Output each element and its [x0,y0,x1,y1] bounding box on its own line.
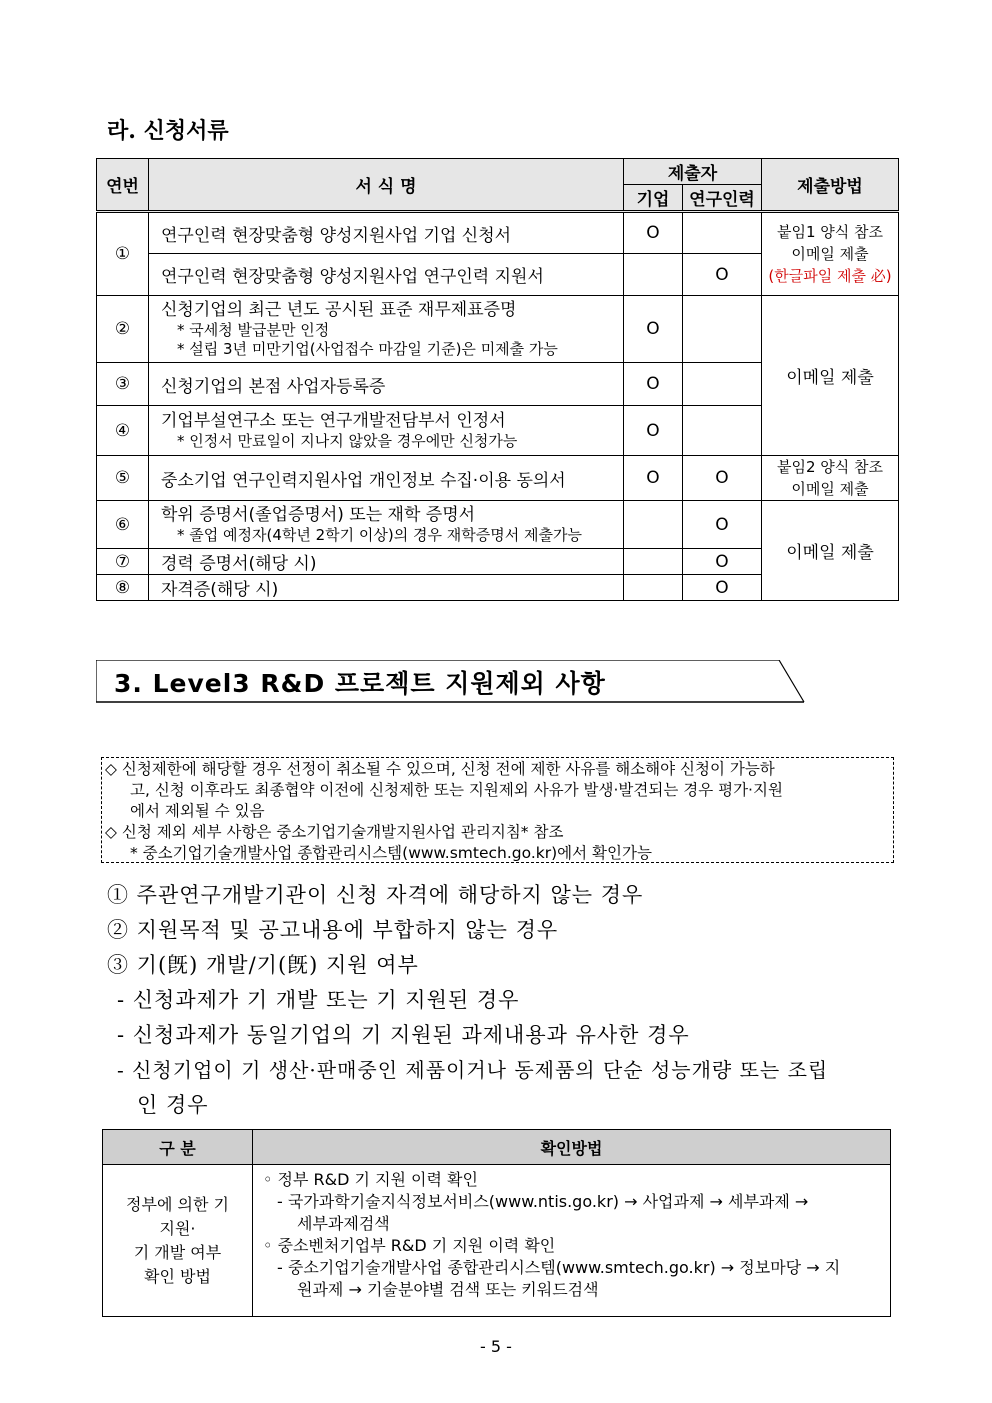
header-researcher: 연구인력 [683,185,762,212]
row-number: ② [97,296,149,363]
company-mark [624,501,683,549]
method-line: - 중소기업기술개발사업 종합관리시스템(www.smtech.go.kr) → 정보마당 → 지 [277,1258,841,1277]
row-number: ① [97,212,149,296]
form-name: 기업부설연구소 또는 연구개발전담부서 인정서 [161,411,506,431]
method-line: 세부과제검색 [297,1214,390,1233]
section-banner [96,660,806,704]
category-line: 기 개발 여부 [133,1242,222,1262]
form-note: * 졸업 예정자(4학년 2학기 이상)의 경우 재학증명서 제출가능 [177,526,582,544]
criteria-item: ② 지원목적 및 공고내용에 부합하지 않는 경우 [107,918,559,942]
researcher-mark [683,406,762,456]
form-name-cell [149,501,624,549]
method-line: 이메일 제출 [791,245,869,263]
header-no: 연번 [97,159,149,212]
researcher-mark [683,296,762,363]
form-name-cell [149,296,624,363]
researcher-mark: O [683,549,762,575]
company-mark: O [624,296,683,363]
row-number: ⑧ [97,575,149,601]
category-line: 확인 방법 [144,1266,211,1286]
criteria-subitem: - 신청과제가 동일기업의 기 지원된 과제내용과 유사한 경우 [117,1023,690,1047]
method-line: 붙임1 양식 참조 [776,223,884,241]
header-form-name: 서 식 명 [149,159,624,212]
table-row [97,296,899,363]
notice-line: 고, 신청 이후라도 최종협약 이전에 신청제한 또는 지원제외 사유가 발생·발견되는 경우 평가·지원 [130,781,783,799]
method-line-red: (한글파일 제출 必) [768,267,892,285]
header-method: 확인방법 [253,1130,891,1165]
section-title: 라. 신청서류 [107,118,229,144]
submit-method: 이메일 제출 [762,501,899,601]
criteria-subitem: - 신청과제가 기 개발 또는 기 지원된 경우 [117,988,520,1012]
header-method: 제출방법 [762,159,899,212]
criteria-subitem: - 신청기업이 기 생산·판매중인 제품이거나 동제품의 단순 성능개량 또는 조립 [117,1058,829,1082]
section-title: 3. Level3 R&D 프로젝트 지원제외 사항 [114,669,606,698]
company-mark: O [624,456,683,501]
notice-box [101,757,894,863]
notice-line: ◇ 신청제한에 해당할 경우 선정이 취소될 수 있으며, 신청 전에 제한 사유를 해소해야 신청이 가능하 [105,760,775,778]
form-name: 중소기업 연구인력지원사업 개인정보 수집·이용 동의서 [149,456,624,501]
method-line: 붙임2 양식 참조 [776,458,884,476]
category-cell [103,1165,253,1317]
criteria-item: ① 주관연구개발기관이 신청 자격에 해당하지 않는 경우 [107,883,644,907]
row-number: ⑥ [97,501,149,549]
verification-table [102,1129,891,1317]
researcher-mark: O [683,575,762,601]
method-cell [253,1165,891,1317]
form-name: 연구인력 현장맞춤형 양성지원사업 연구인력 지원서 [149,254,624,296]
header-submitter: 제출자 [624,159,762,185]
header-category: 구 분 [103,1130,253,1165]
notice-line: * 중소기업기술개발사업 종합관리시스템(www.smtech.go.kr)에서 확인가능 [130,844,652,862]
submit-method [762,456,899,501]
submit-method [762,212,899,296]
row-number: ⑦ [97,549,149,575]
researcher-mark [683,212,762,254]
row-number: ⑤ [97,456,149,501]
company-mark [624,575,683,601]
notice-line: 에서 제외될 수 있음 [130,802,265,820]
form-name: 학위 증명서(졸업증명서) 또는 재학 증명서 [161,505,476,525]
notice-line: ◇ 신청 제외 세부 사항은 중소기업기술개발지원사업 관리지침* 참조 [105,823,564,841]
method-line: ◦ 중소벤처기업부 R&D 기 지원 이력 확인 [263,1236,556,1255]
company-mark: O [624,212,683,254]
method-line: - 국가과학기술지식정보서비스(www.ntis.go.kr) → 사업과제 → 세부과제 → [277,1192,809,1211]
researcher-mark: O [683,501,762,549]
researcher-mark: O [683,456,762,501]
form-note: * 설립 3년 미만기업(사업접수 마감일 기준)은 미제출 가능 [177,340,558,358]
category-line: 지원· [159,1218,196,1238]
method-line: ◦ 정부 R&D 기 지원 이력 확인 [263,1170,478,1189]
category-line: 정부에 의한 기 [126,1194,229,1214]
company-mark: O [624,406,683,456]
criteria-item: ③ 기(旣) 개발/기(旣) 지원 여부 [107,953,419,977]
company-mark: O [624,363,683,406]
researcher-mark [683,363,762,406]
table-row [97,212,899,254]
form-note: * 국세청 발급분만 인정 [177,321,330,339]
form-name-cell [149,406,624,456]
form-name: 신청기업의 최근 년도 공시된 표준 재무제표증명 [161,300,517,320]
row-number: ④ [97,406,149,456]
researcher-mark: O [683,254,762,296]
method-line: 이메일 제출 [791,480,869,498]
page-number: - 5 - [480,1337,512,1356]
form-note: * 인정서 만료일이 지나지 않았을 경우에만 신청가능 [177,432,518,450]
documents-table [96,158,899,601]
criteria-subitem-cont: 인 경우 [137,1093,209,1117]
form-name: 자격증(해당 시) [149,575,624,601]
form-name: 신청기업의 본점 사업자등록증 [149,363,624,406]
row-number: ③ [97,363,149,406]
company-mark [624,254,683,296]
company-mark [624,549,683,575]
method-line: 원과제 → 기술분야별 검색 또는 키워드검색 [297,1280,599,1299]
form-name: 경력 증명서(해당 시) [149,549,624,575]
form-name: 연구인력 현장맞춤형 양성지원사업 기업 신청서 [149,212,624,254]
table-row [97,456,899,501]
table-row [97,501,899,549]
header-company: 기업 [624,185,683,212]
submit-method: 이메일 제출 [762,296,899,456]
